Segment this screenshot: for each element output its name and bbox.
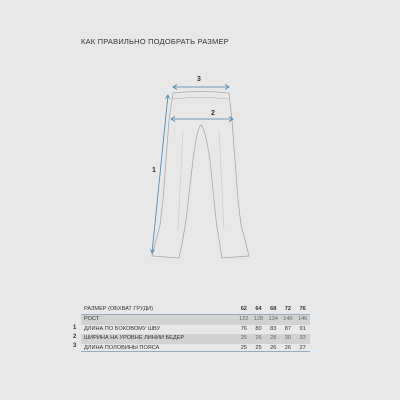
table-row (81, 325, 310, 334)
table-row (81, 344, 310, 353)
row-number: 3 (73, 343, 77, 349)
size-table (81, 305, 310, 353)
row-value: 26 (270, 344, 277, 351)
row-value: 140 (281, 315, 296, 325)
dimension-3-label: 3 (197, 76, 201, 83)
header-value: 76 (295, 305, 310, 315)
row-value: 25 (240, 344, 247, 351)
table-row (81, 315, 310, 325)
header-value: 62 (236, 305, 251, 315)
row-value: 87 (284, 325, 292, 332)
row-value: 91 (299, 325, 306, 332)
row-value: 30 (281, 334, 296, 343)
header-value: 64 (251, 305, 266, 315)
row-value: 76 (240, 325, 247, 332)
row-value: 122 (236, 315, 251, 325)
row-number: 1 (73, 325, 77, 331)
row-label: ШИРИНА НА УРОВНЕ ЛИНИИ БЕДЕР (81, 334, 236, 343)
row-label: ДЛИНА ПОЛОВИНЫ ПОЯСА (84, 344, 160, 351)
table-row (81, 334, 310, 343)
row-value: 25 (255, 344, 262, 351)
row-value: 27 (299, 344, 306, 351)
row-value: 80 (255, 325, 262, 332)
header-label: РАЗМЕР (ОБХВАТ ГРУДИ) (81, 305, 236, 315)
trousers-outline (152, 92, 249, 259)
row-number: 2 (73, 334, 77, 340)
table-header-row (81, 305, 310, 315)
row-value: 128 (251, 315, 266, 325)
dimension-2-label: 2 (211, 110, 215, 117)
row-value: 26 (284, 344, 292, 351)
row-label: ДЛИНА ПО БОКОВОМУ ШВУ (84, 325, 161, 332)
row-label: РОСТ (81, 315, 236, 325)
row-value: 83 (270, 325, 277, 332)
row-value: 28 (266, 334, 281, 343)
dimension-1-label: 1 (152, 167, 156, 174)
row-value: 146 (295, 315, 310, 325)
row-value: 26 (251, 334, 266, 343)
header-value: 72 (281, 305, 296, 315)
row-value: 25 (236, 334, 251, 343)
row-value: 33 (295, 334, 310, 343)
row-value: 134 (266, 315, 281, 325)
page-title: КАК ПРАВИЛЬНО ПОДОБРАТЬ РАЗМЕР (81, 37, 229, 46)
header-value: 68 (266, 305, 281, 315)
